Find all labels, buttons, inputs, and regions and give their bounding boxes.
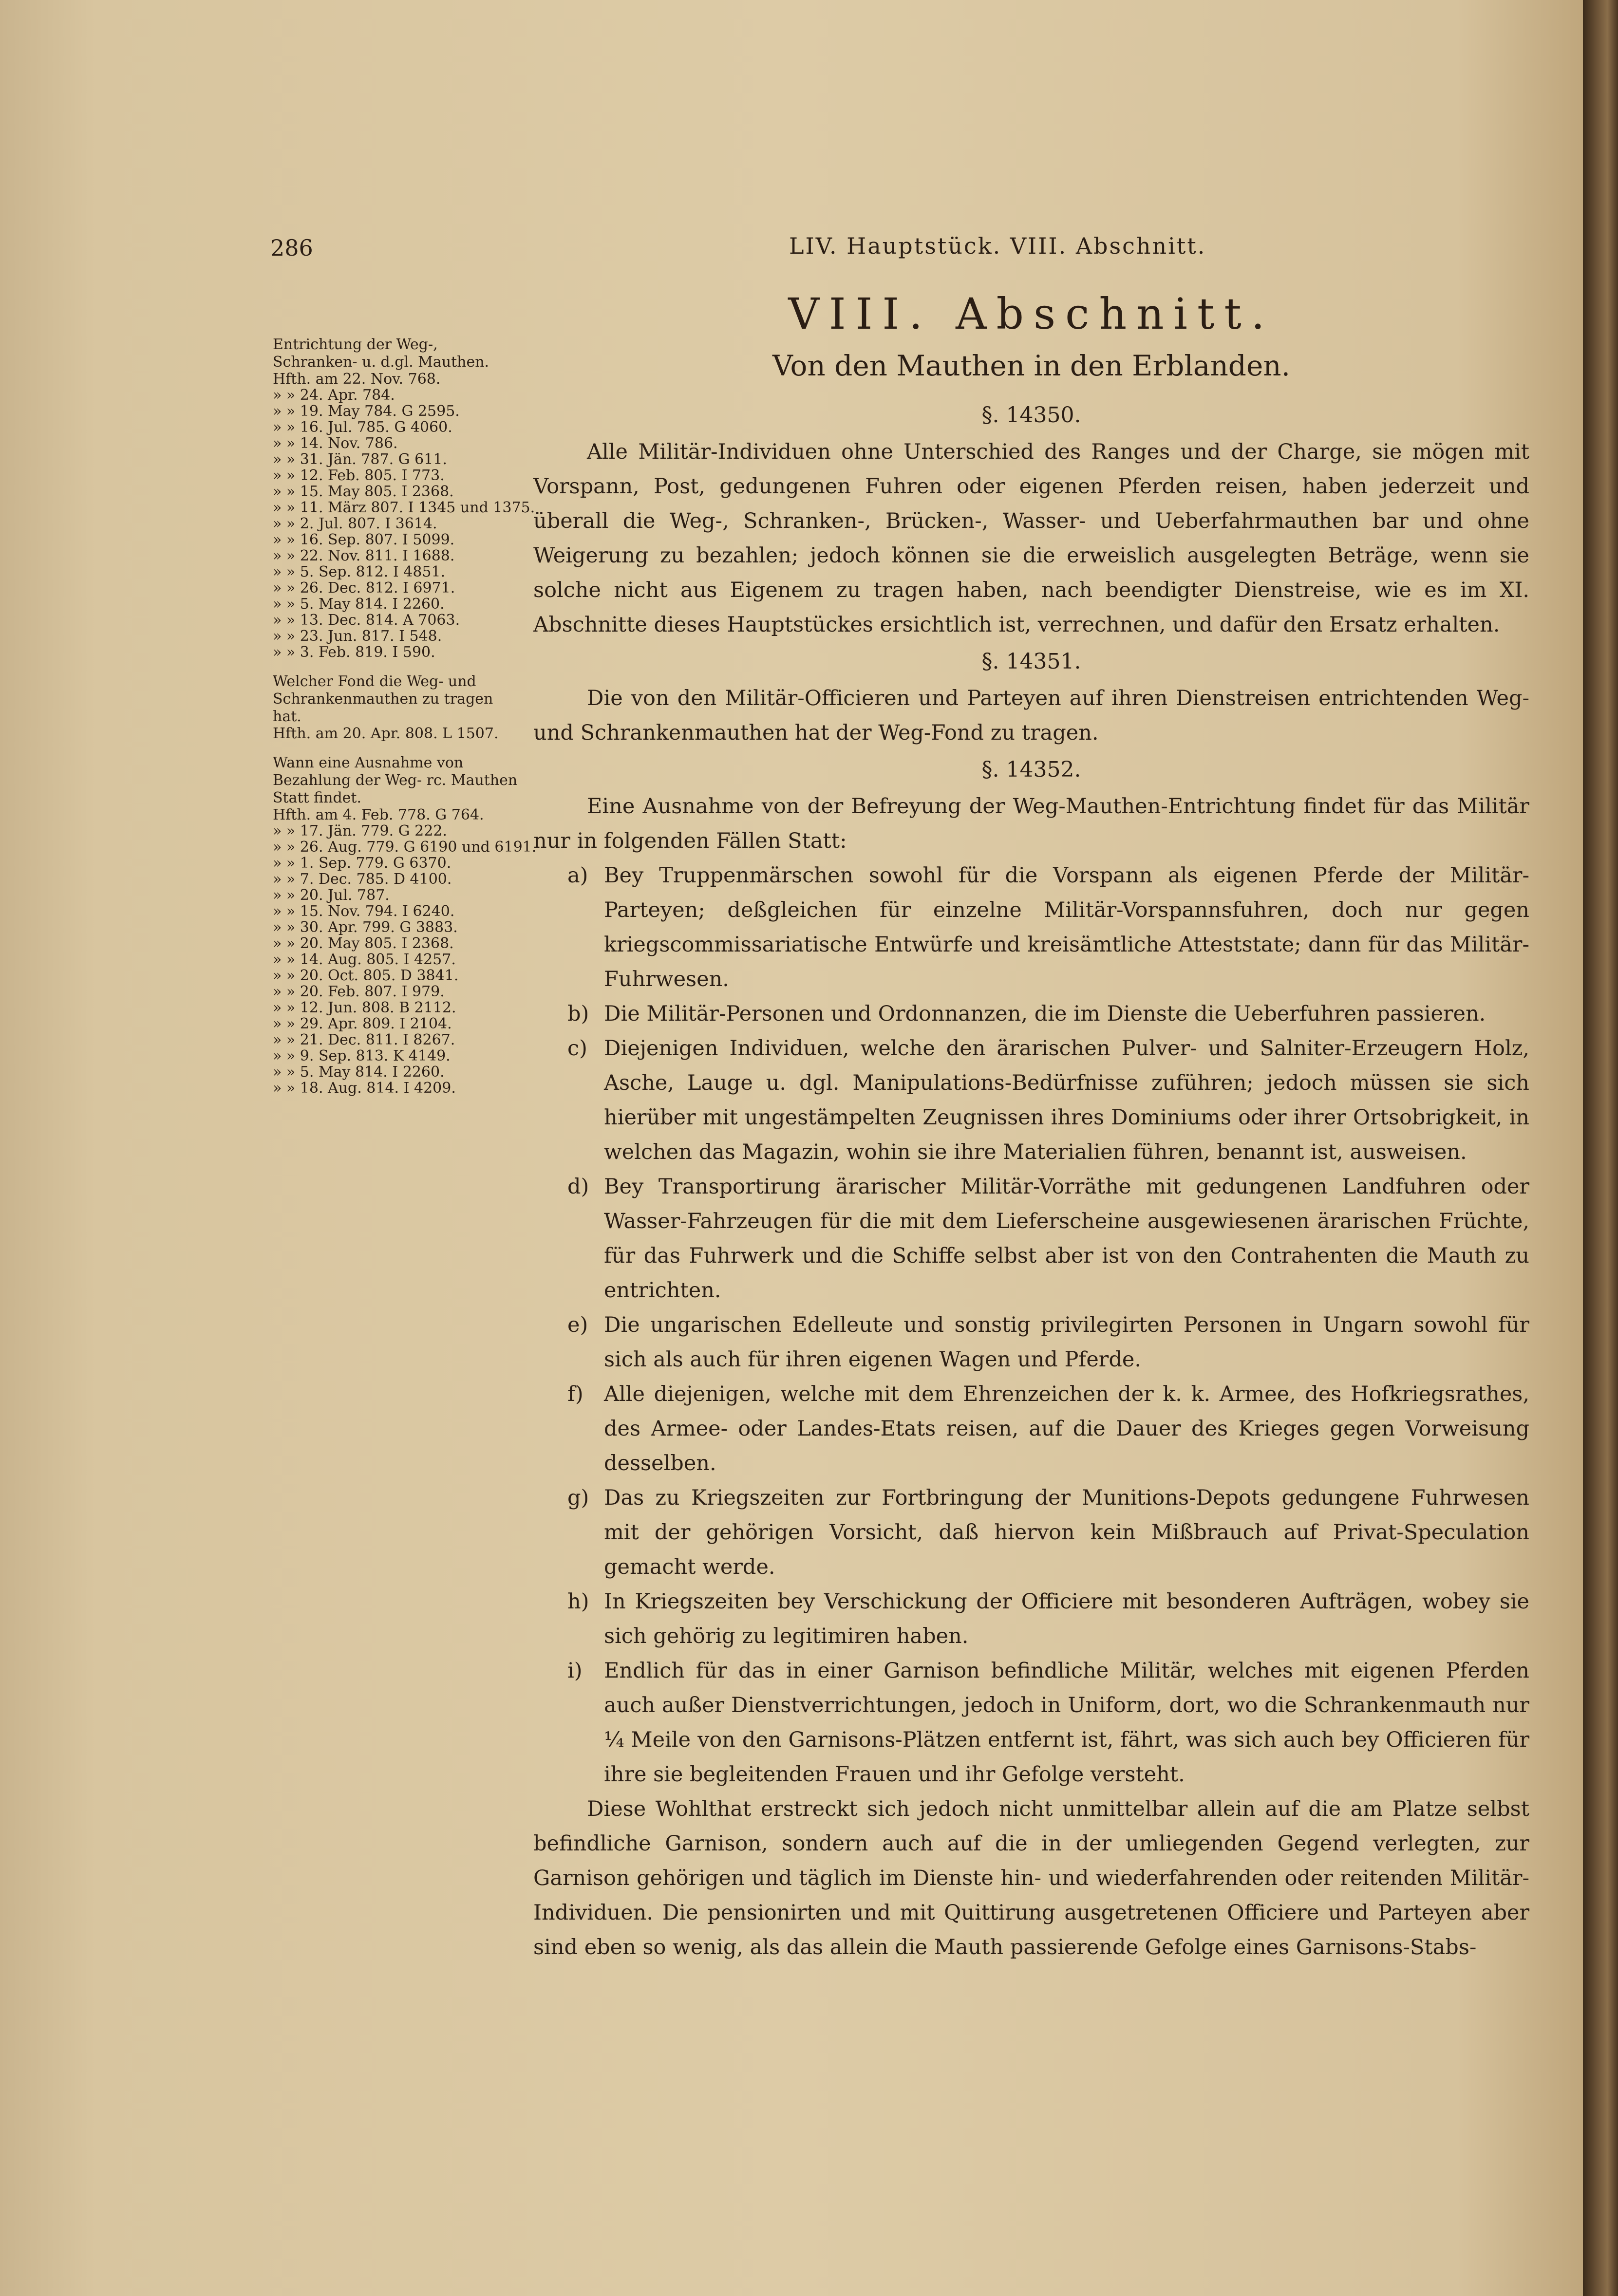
paragraph-number: §. 14352.: [981, 757, 1081, 782]
section-title: VIII. Abschnitt.: [788, 289, 1275, 339]
margin-note-line: » » 29. Apr. 809. I 2104.: [273, 1015, 452, 1032]
margin-note-line: » » 5. May 814. I 2260.: [273, 1064, 445, 1081]
list-item: [533, 859, 1529, 997]
margin-note-line: » » 30. Apr. 799. G 3883.: [273, 919, 458, 936]
margin-note-block-fund: [273, 673, 526, 742]
margin-note-line: » » 31. Jän. 787. G 611.: [273, 451, 447, 468]
list-item: [533, 1585, 1529, 1654]
margin-note-line: » » 16. Sep. 807. I 5099.: [273, 531, 455, 548]
paragraph-text: Alle Militär-Individuen ohne Unterschied des Ranges und der Charge, sie mögen mit Vorspann, Post, gedungenen Fuhren oder eigenen Pferden reisen, haben jederzeit und überall die Weg-, Schranken-, Brücken-, Wasser- und Ueberfahrmauthen bar und ohne Weigerung zu bezahlen; jedoch können sie die erweislich ausgelegten Beträge, wenn sie solche nicht aus Eigenem zu tragen haben, nach beendigter Dienstreise, wie es im XI. Abschnitte dieses Hauptstückes ersichtlich ist, verrechnen, und dafür den Ersatz erhalten.: [533, 440, 1529, 637]
margin-note-heading: Entrichtung der Weg-, Schranken- u. d.gl. Mauthen.: [273, 336, 489, 371]
margin-notes: [273, 336, 537, 1109]
paragraph-intro: Eine Ausnahme von der Befreyung der Weg-Mauthen-Entrichtung findet für das Militär nur in folgenden Fällen Statt:: [533, 794, 1529, 853]
margin-note-line: » » 14. Nov. 786.: [273, 435, 398, 452]
list-item-text: Das zu Kriegszeiten zur Fortbringung der Munitions-Depots gedungene Fuhrwesen mit der gehörigen Vorsicht, daß hiervon kein Mißbrauch auf Privat-Speculation gemacht werde.: [604, 1486, 1529, 1579]
list-item-label: e): [567, 1313, 588, 1337]
margin-note-heading: Welcher Fond die Weg- und Schrankenmauthen zu tragen hat.: [273, 673, 493, 725]
margin-note-line: Hfth. am 20. Apr. 808. L 1507.: [273, 725, 499, 742]
margin-note-line: » » 24. Apr. 784.: [273, 387, 395, 404]
list-item: [533, 1377, 1529, 1481]
section-subtitle: Von den Mauthen in den Erblanden.: [772, 349, 1291, 382]
list-item-text: Die Militär-Personen und Ordonnanzen, die im Dienste die Ueberfuhren passieren.: [604, 1002, 1486, 1026]
margin-note-line: Hfth. am 4. Feb. 778. G 764.: [273, 806, 484, 823]
list-item-text: Die ungarischen Edelleute und sonstig privilegirten Personen in Ungarn sowohl für sich als auch für ihren eigenen Wagen und Pferde.: [604, 1313, 1529, 1372]
margin-note-line: » » 5. Sep. 812. I 4851.: [273, 563, 446, 580]
paragraph-number: §. 14351.: [981, 649, 1081, 674]
list-item-text: Bey Transportirung ärarischer Militär-Vorräthe mit gedungenen Landfuhren oder Wasser-Fahrzeugen für die mit dem Lieferscheine ausgewiesenen ärarischen Früchte, für das Fuhrwerk und die Schiffe selbst aber ist von den Contrahenten die Mauth zu entrichten.: [604, 1175, 1529, 1303]
list-item-label: b): [567, 1002, 589, 1026]
margin-note-line: » » 14. Aug. 805. I 4257.: [273, 951, 456, 968]
margin-note-line: Hfth. am 22. Nov. 768.: [273, 371, 441, 388]
paragraph-closing: Diese Wohlthat erstreckt sich jedoch nicht unmittelbar allein auf die am Platze selbst befindliche Garnison, sondern auch auf die in der umliegenden Gegend verlegten, zur Garnison gehörigen und täglich im Dienste hin- und wiederfahrenden oder reitenden Militär-Individuen. Die pensionirten und mit Quittirung ausgetretenen Officiere und Parteyen aber sind eben so wenig, als das allein die Mauth passierende Gefolge eines Garnisons-Stabs-: [533, 1797, 1529, 1960]
margin-note-line: » » 26. Dec. 812. I 6971.: [273, 579, 455, 597]
margin-note-line: » » 23. Jun. 817. I 548.: [273, 628, 442, 645]
margin-note-line: » » 5. May 814. I 2260.: [273, 596, 445, 613]
list-item: [533, 1031, 1529, 1170]
margin-note-line: » » 15. May 805. I 2368.: [273, 483, 454, 500]
margin-note-line: » » 20. Feb. 807. I 979.: [273, 983, 445, 1000]
list-item-text: Endlich für das in einer Garnison befindliche Militär, welches mit eigenen Pferden auch außer Dienstverrichtungen, jedoch in Uniform, dort, wo die Schrankenmauth nur ¼ Meile von den Garnisons-Plätzen entfernt ist, fährt, was sich auch bey Officieren für ihre sie begleitenden Frauen und ihr Gefolge versteht.: [604, 1659, 1529, 1787]
list-item: [533, 1308, 1529, 1377]
list-item-label: f): [567, 1382, 583, 1406]
margin-note-line: » » 2. Jul. 807. I 3614.: [273, 515, 437, 532]
margin-note-line: » » 1. Sep. 779. G 6370.: [273, 855, 452, 872]
list-item-label: h): [567, 1589, 589, 1614]
margin-note-line: » » 17. Jän. 779. G 222.: [273, 822, 447, 840]
margin-note-line: » » 26. Aug. 779. G 6190 und 6191.: [273, 839, 537, 856]
margin-note-line: » » 12. Feb. 805. I 773.: [273, 467, 445, 484]
list-item-text: Alle diejenigen, welche mit dem Ehrenzeichen der k. k. Armee, des Hofkriegsrathes, des Armee- oder Landes-Etats reisen, auf die Dauer des Krieges gegen Vorweisung desselben.: [604, 1382, 1529, 1475]
margin-note-line: » » 12. Jun. 808. B 2112.: [273, 999, 456, 1016]
margin-note-line: » » 13. Dec. 814. A 7063.: [273, 612, 460, 629]
margin-note-line: » » 20. Oct. 805. D 3841.: [273, 967, 459, 984]
list-item-label: g): [567, 1486, 589, 1510]
margin-note-line: » » 11. März 807. I 1345 und 1375.: [273, 499, 535, 516]
margin-note-block-payment: [273, 336, 535, 661]
list-item: [533, 1170, 1529, 1308]
margin-note-line: » » 9. Sep. 813. K 4149.: [273, 1047, 451, 1064]
margin-note-line: » » 7. Dec. 785. D 4100.: [273, 871, 452, 888]
list-item: [533, 1654, 1529, 1792]
list-item-label: a): [567, 863, 588, 888]
page-number: 286: [270, 235, 313, 261]
margin-note-line: » » 22. Nov. 811. I 1688.: [273, 547, 455, 564]
list-item-text: Bey Truppenmärschen sowohl für die Vorspann als eigenen Pferde der Militär-Parteyen; deßgleichen für einzelne Militär-Vorspannsfuhren, doch nur gegen kriegscommissariatische Entwürfe und kreisämtliche Atteststate; dann für das Militär-Fuhrwesen.: [604, 863, 1529, 991]
list-item-text: In Kriegszeiten bey Verschickung der Officiere mit besonderen Aufträgen, wobey sie sich gehörig zu legitimiren haben.: [604, 1589, 1529, 1648]
margin-note-line: » » 20. May 805. I 2368.: [273, 935, 454, 952]
margin-note-block-exceptions: [273, 754, 537, 1097]
margin-note-heading: Wann eine Ausnahme von Bezahlung der Weg- rc. Mauthen Statt findet.: [273, 754, 518, 806]
margin-note-line: » » 19. May 784. G 2595.: [273, 403, 460, 420]
paragraph-number: §. 14350.: [981, 403, 1081, 428]
list-item: [533, 997, 1529, 1031]
list-item-label: d): [567, 1175, 589, 1199]
margin-note-line: » » 18. Aug. 814. I 4209.: [273, 1080, 456, 1097]
margin-note-line: » » 16. Jul. 785. G 4060.: [273, 419, 452, 436]
paragraph-text: Die von den Militär-Officieren und Parteyen auf ihren Dienstreisen entrichtenden Weg- und Schrankenmauthen hat der Weg-Fond zu tragen.: [533, 686, 1529, 745]
list-item-label: c): [567, 1036, 587, 1061]
list-item-text: Diejenigen Individuen, welche den ärarischen Pulver- und Salniter-Erzeugern Holz, Asche, Lauge u. dgl. Manipulations-Bedürfnisse zuführen; jedoch müssen sie sich hierüber mit ungestämpelten Zeugnissen ihres Dominiums oder ihrer Ortsobrigkeit, in welchen das Magazin, wohin sie ihre Materialien führen, benannt ist, ausweisen.: [604, 1036, 1529, 1164]
margin-note-line: » » 15. Nov. 794. I 6240.: [273, 903, 455, 920]
list-item-label: i): [567, 1659, 583, 1683]
book-spine-edge: [1583, 0, 1618, 2296]
margin-note-line: » » 21. Dec. 811. I 8267.: [273, 1031, 455, 1048]
main-text: [533, 290, 1529, 1965]
margin-note-line: » » 20. Jul. 787.: [273, 887, 390, 904]
running-title: LIV. Hauptstück. VIII. Abschnitt.: [789, 233, 1206, 259]
list-item: [533, 1481, 1529, 1585]
margin-note-line: » » 3. Feb. 819. I 590.: [273, 644, 435, 661]
